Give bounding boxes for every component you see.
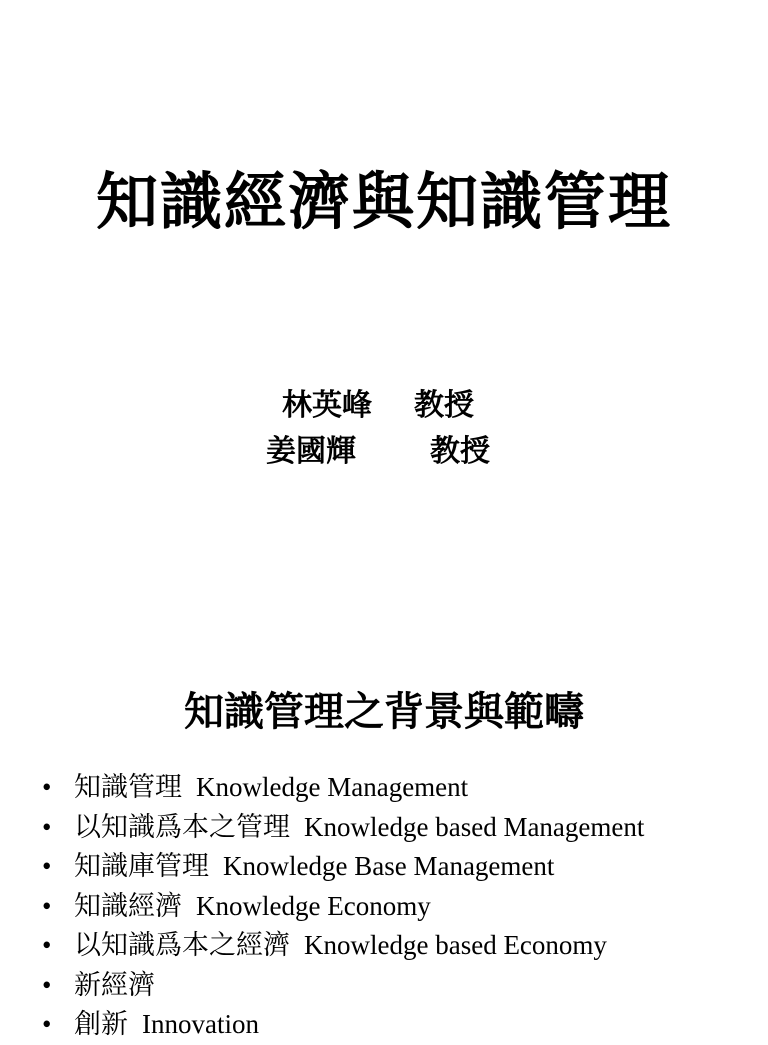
author-block <box>0 380 768 472</box>
bullet-icon: • <box>42 890 52 921</box>
bullet-text-zh: 知識管理 <box>74 772 182 803</box>
bullet-text-zh: 創新 <box>74 1009 128 1040</box>
author-line <box>0 380 768 426</box>
list-item <box>42 887 644 927</box>
list-item <box>42 847 644 887</box>
bullet-text-en: Knowledge based Economy <box>304 930 607 960</box>
main-title: 知識經濟與知識管理 <box>95 165 672 238</box>
bullet-icon: • <box>42 969 52 1000</box>
list-item <box>42 768 644 808</box>
bullet-icon: • <box>42 772 52 802</box>
bullet-icon: • <box>42 1009 52 1039</box>
bullet-list <box>42 768 644 1045</box>
author-name: 姜國輝 <box>266 434 356 469</box>
list-item <box>42 926 644 966</box>
section-title: 知識管理之背景與範疇 <box>184 688 584 735</box>
bullet-text-zh: 以知識爲本之經濟 <box>74 930 290 961</box>
list-item <box>42 808 644 848</box>
bullet-text-en: Knowledge Management <box>196 772 469 802</box>
bullet-icon: • <box>42 930 52 960</box>
bullet-text-en: Knowledge based Management <box>304 811 645 842</box>
bullet-icon: • <box>42 851 52 881</box>
bullet-text-zh: 知識庫管理 <box>74 851 209 882</box>
list-item <box>42 966 644 1006</box>
author-title: 教授 <box>414 388 474 423</box>
bullet-text-en: Innovation <box>142 1009 259 1039</box>
author-line <box>0 426 768 472</box>
bullet-icon: • <box>42 811 52 842</box>
bullet-text-en: Knowledge Base Management <box>223 851 555 881</box>
bullet-text-zh: 知識經濟 <box>74 890 182 922</box>
author-name: 林英峰 <box>282 388 372 423</box>
bullet-text-zh: 以知識爲本之管理 <box>74 811 290 843</box>
bullet-text-zh: 新經濟 <box>74 969 155 1001</box>
list-item <box>42 1005 644 1045</box>
content-slide <box>0 640 768 1040</box>
bullet-text-en: Knowledge Economy <box>196 890 431 921</box>
author-title: 教授 <box>430 434 490 469</box>
